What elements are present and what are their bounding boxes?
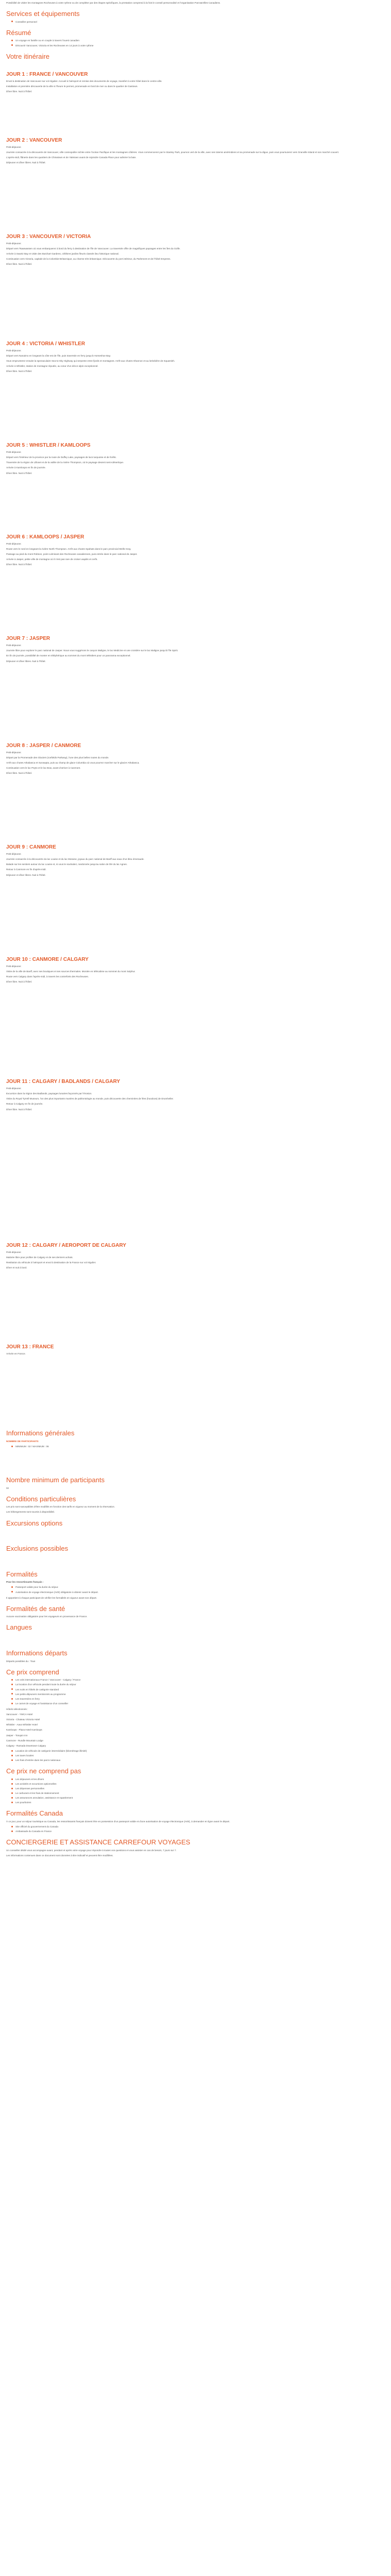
day-paragraph: Petit-déjeuner.	[6, 1250, 22, 1253]
day-paragraph: Déjeuner et dîner libres. Nuit à l'hôtel.	[6, 659, 46, 663]
day-paragraph: Restitution du véhicule à l'aéroport et envol à destination de la France sur vol régulier.	[6, 1261, 96, 1264]
list-item: Les taxes locales	[15, 1754, 385, 1757]
day-paragraph: Départ vers Tsawwassen où vous embarquerez à bord du ferry à destination de l'île de Vancouver. La traversée offre de magnifiques paysages entre les îles du Golfe.	[6, 247, 181, 250]
day-paragraph: Petit-déjeuner.	[6, 451, 22, 454]
list-item: Les assurances annulation, assistance et rapatriement	[15, 1796, 385, 1800]
day-paragraph: Arrivée à Jasper, petite ville de montagne où il n'est pas rare de croiser wapitis et cerfs.	[6, 557, 98, 561]
participants-list	[6, 1445, 385, 1448]
list-item: Les frais d'entrée dans les parcs nationaux	[15, 1758, 385, 1762]
formalites-sante-text: Aucune vaccination obligatoire pour les voyageurs en provenance de France.	[6, 1615, 88, 1618]
day-paragraph: Dîner libre. Nuit à l'hôtel.	[6, 772, 32, 775]
day-title: JOUR 13 : FRANCE	[6, 1344, 54, 1350]
hotels-title: Hôtels sélectionnés :	[6, 1708, 28, 1711]
day-paragraph: Petit-déjeuner.	[6, 964, 22, 968]
day-paragraph: Petit-déjeuner.	[6, 751, 22, 754]
day-paragraph: L'après-midi, flânerie dans les quartiers de Chinatown et de Yaletown avant de rejoindre Canada Place pour admirer la baie.	[6, 156, 137, 159]
day-paragraph: Journée libre pour explorer le parc national de Jasper. Nous vous suggérons le canyon Maligne, le lac Medicine et une croisière sur le lac Maligne jusqu'à l'île Spirit.	[6, 649, 178, 652]
day-paragraph: Matinée libre pour profiter de Calgary et de ses derniers achats.	[6, 1256, 73, 1259]
day-title: JOUR 4 : VICTORIA / WHISTLER	[6, 341, 85, 347]
day-paragraph: Arrêt aux chutes Athabasca et Sunwapta, puis au champ de glace Columbia où vous pourrez marcher sur le glacier Athabasca.	[6, 761, 140, 764]
day-paragraph: Départ par la Promenade des Glaciers (Icefields Parkway), l'une des plus belles routes du monde.	[6, 756, 109, 759]
day-paragraph: Petit-déjeuner.	[6, 542, 22, 545]
day-paragraph: Déjeuner et dîner libres. Nuit à l'hôtel.	[6, 161, 46, 164]
departs-text: Départs possibles du : Tous	[6, 1659, 36, 1663]
day-paragraph: Petit-déjeuner.	[6, 644, 22, 647]
day-paragraph: Continuation vers le lac Peyto et le lac Bow, avant d'arriver à Canmore.	[6, 766, 81, 769]
day-title: JOUR 5 : WHISTLER / KAMLOOPS	[6, 443, 91, 449]
day-paragraph: Déjeuner et dîner libres. Nuit à l'hôtel.	[6, 873, 46, 876]
formalites-text: Il appartient à chaque participant de vérifier les formalités en vigueur avant son départ.	[6, 1596, 97, 1599]
day-paragraph: Petit-déjeuner.	[6, 1087, 22, 1090]
prix-extra-list	[6, 1749, 385, 1762]
excursions-title: Excursions options	[6, 1519, 63, 1527]
list-item: Le carnet de voyage et l'assistance d'un conseiller	[15, 1702, 385, 1705]
hotel-line: Calgary - Ramada Downtown Calgary	[6, 1744, 46, 1747]
conditions-title: Conditions particulières	[6, 1495, 76, 1503]
services-title: Services et équipements	[6, 10, 80, 18]
prix-inclus-list	[6, 1678, 385, 1705]
day-paragraph: Retour à Canmore en fin d'après-midi.	[6, 868, 46, 871]
hotel-line: Victoria - Chateau Victoria Hotel	[6, 1718, 40, 1721]
day-paragraph: Journée consacrée à la découverte du lac Louise et du lac Moraine, joyaux du parc national de Banff aux eaux d'un bleu émeraude.	[6, 858, 144, 861]
list-item: Les dépenses personnelles	[15, 1787, 385, 1790]
day-paragraph: Départ vers Nanaimo en longeant la côte est de l'île, puis traversée en ferry jusqu'à Horseshoe Bay.	[6, 354, 111, 357]
day-paragraph: Route vers le nord en longeant la rivière North Thompson. Arrêt aux chutes Spahats dans le parc provincial Wells Gray.	[6, 547, 132, 550]
prix-inclus-title: Ce prix comprend	[6, 1668, 59, 1676]
itinerary-title: Votre itinéraire	[6, 52, 50, 60]
day-paragraph: Arrivée en France.	[6, 1352, 26, 1355]
formalities-canada-text: À ce jour, pour un séjour touristique au Canada, les ressortissants français doivent être en possession d'un passeport valide et d'une autorisation de voyage électronique (AVE), à demander en ligne avant le départ.	[6, 1820, 230, 1823]
prix-exclus-list	[6, 1777, 385, 1805]
formalities-canada-title: Formalités Canada	[6, 1809, 63, 1818]
hotel-line: Kamloops - Plaza Hotel Kamloops	[6, 1728, 42, 1732]
day-paragraph: Envol à destination de Vancouver sur vol régulier. Accueil à l'aéroport et remise des documents de voyage, transfert à votre hôtel dans le centre-ville.	[6, 80, 162, 83]
day-paragraph: Route vers Calgary dans l'après-midi, à travers les contreforts des Rocheuses.	[6, 975, 89, 978]
list-item: Les déjeuners et les dîners	[15, 1777, 385, 1781]
conciergerie-text: Un conseiller dédié vous accompagne avant, pendant et après votre voyage pour répondre à toutes vos questions et vous assister en cas de besoin, 7 jours sur 7.	[6, 1849, 177, 1852]
day-paragraph: Vous emprunterez ensuite la spectaculaire Sea-to-Sky Highway qui serpente entre fjords et montagnes. Arrêt aux chutes Shannon et au belvédère de Squamish.	[6, 359, 175, 362]
list-item: Le carburant et les frais de stationnement	[15, 1791, 385, 1795]
day-title: JOUR 9 : CANMORE	[6, 844, 56, 851]
participants-label: NOMBRE DE PARTICIPANTS	[6, 1439, 39, 1443]
day-title: JOUR 8 : JASPER / CANMORE	[6, 742, 82, 749]
day-title: JOUR 12 : CALGARY / AEROPORT DE CALGARY	[6, 1242, 126, 1248]
day-paragraph: Continuation vers Victoria, capitale de la Colombie-Britannique, au charme très britannique. Découverte du port intérieur, du Parlement et de l'hôtel Empress.	[6, 258, 171, 261]
day-paragraph: Dîner libre. Nuit à l'hôtel.	[6, 471, 32, 474]
list-item: La location d'un véhicule pendant toute la durée du séjour	[15, 1683, 385, 1686]
day-paragraph: Dîner libre. Nuit à l'hôtel.	[6, 563, 32, 566]
list-item: Les activités et excursions optionnelles	[15, 1782, 385, 1786]
day-paragraph: Traversée de la région de Lillooet et de la vallée de la rivière Thompson, où le paysage devient semi-désertique.	[6, 461, 124, 464]
list-item: MINIMUM : 02 / MAXIMUM : 06	[15, 1445, 385, 1448]
conditions-text: Les hébergements sont soumis à disponibilité.	[6, 1511, 55, 1514]
day-paragraph: Petit-déjeuner.	[6, 349, 22, 352]
hotel-line: Canmore - Rundle Mountain Lodge	[6, 1739, 43, 1742]
day-paragraph: Arrivée à Kamloops en fin de journée.	[6, 466, 46, 469]
formalites-sante-title: Formalités de santé	[6, 1604, 66, 1613]
langues-title: Langues	[6, 1623, 32, 1632]
departs-title: Informations départs	[6, 1649, 68, 1657]
day-title: JOUR 10 : CANMORE / CALGARY	[6, 956, 89, 962]
day-paragraph: Petit-déjeuner.	[6, 242, 22, 245]
day-paragraph: Arrivée à Whistler, station de montagne réputée, au cœur d'un décor alpin exceptionnel.	[6, 364, 99, 367]
day-paragraph: Installation et première découverte de la ville si l'heure le permet, promenade en bord de mer ou dans le quartier de Gastown.	[6, 85, 138, 88]
services-list	[6, 20, 385, 24]
day-title: JOUR 2 : VANCOUVER	[6, 137, 62, 143]
list-item: Découvrir Vancouver, Victoria et les Rocheuses en 14 jours à votre rythme	[15, 44, 385, 47]
conditions-text: Les prix sont susceptibles d'être modifiés en fonction des tarifs en vigueur au moment de la réservation.	[6, 1505, 115, 1509]
formalites-title: Formalités	[6, 1570, 38, 1578]
day-title: JOUR 7 : JASPER	[6, 636, 51, 642]
day-paragraph: Dîner libre. Nuit à l'hôtel.	[6, 1108, 32, 1111]
day-paragraph: Départ vers l'intérieur de la province par la route de Duffey Lake, paysages de lacs turquoise et de forêts.	[6, 456, 117, 459]
exclusions-title: Exclusions possibles	[6, 1545, 68, 1553]
list-item: Les nuits en hôtels de catégorie standard	[15, 1688, 385, 1691]
hotel-line: Whistler - Aava Whistler Hotel	[6, 1723, 38, 1726]
info-title: Informations générales	[6, 1429, 75, 1437]
list-item: Les traversées en ferry	[15, 1697, 385, 1701]
day-title: JOUR 1 : FRANCE / VANCOUVER	[6, 72, 88, 78]
day-paragraph: En fin de journée, possibilité de monter en téléphérique au sommet du mont Whistlers pour un panorama exceptionnel.	[6, 654, 131, 657]
list-item[interactable]: Site officiel du gouvernement du Canada	[15, 1825, 385, 1828]
intro-text: Possibilité de visiter les montagnes Rocheuses à votre rythme ou de compléter par des étapes spécifiques, la prestation comprend à la fois le conseil personnalisé et l'organisation Parcs&Villes Canadiens.	[6, 2, 221, 4]
day-paragraph: Dîner libre. Nuit à l'hôtel.	[6, 980, 32, 984]
list-item: Un voyage en famille ou en couple à travers l'ouest canadien	[15, 39, 385, 42]
day-paragraph: Visite du Royal Tyrrell Museum, l'un des plus importants musées de paléontologie au monde, puis découverte des cheminées de fées (hoodoos) de Drumheller.	[6, 1097, 174, 1100]
day-title: JOUR 11 : CALGARY / BADLANDS / CALGARY	[6, 1079, 120, 1085]
list-item: Autorisation de voyage électronique (AVE) obligatoire à obtenir avant le départ.	[15, 1590, 385, 1594]
list-item: Les petits-déjeuners mentionnés au programme	[15, 1692, 385, 1696]
resume-list	[6, 39, 385, 47]
conciergerie-text-2: Les informations contenues dans ce document sont données à titre indicatif et peuvent être modifiées.	[6, 1854, 113, 1857]
day-paragraph: Excursion dans la région des Badlands, paysages lunaires façonnés par l'érosion.	[6, 1092, 92, 1095]
day-paragraph: Dîner libre. Nuit à l'hôtel.	[6, 90, 32, 93]
day-title: JOUR 6 : KAMLOOPS / JASPER	[6, 534, 85, 540]
list-item: Conseiller personnel	[15, 20, 385, 24]
day-paragraph: Passage au pied du mont Robson, point culminant des Rocheuses canadiennes, puis entrée dans le parc national de Jasper.	[6, 552, 138, 555]
hotel-line: Vancouver - YWCA Hotel	[6, 1713, 33, 1716]
list-item: Les vols internationaux France / Vancouver - Calgary / France	[15, 1678, 385, 1682]
day-paragraph: Petit-déjeuner.	[6, 145, 22, 148]
list-item[interactable]: Ambassade du Canada en France	[15, 1829, 385, 1833]
resume-title: Résumé	[6, 28, 31, 37]
day-paragraph: Dîner et nuit à bord.	[6, 1266, 27, 1269]
day-paragraph: Dîner libre. Nuit à l'hôtel.	[6, 369, 32, 372]
day-paragraph: Visite de la ville de Banff, avec ses boutiques et ses sources thermales. Montée en télécabine au sommet du mont Sulphur.	[6, 970, 136, 973]
prix-exclus-title: Ce prix ne comprend pas	[6, 1767, 82, 1775]
day-paragraph: Arrivée à Swartz Bay et visite des Butchart Gardens, célèbres jardins fleuris classés lieu historique national.	[6, 252, 119, 256]
day-paragraph: Journée consacrée à la découverte de Vancouver, ville cosmopolite nichée entre l'océan Pacifique et les montagnes côtières. Vous commencerez par le Stanley Park, poumon vert de la ville, avec ses totems amérindiens et sa promenade sur la digue, puis vous poursuivrez vers Granville Island et son marché couvert.	[6, 150, 339, 154]
itinerary-days	[6, 72, 385, 1403]
day-title: JOUR 3 : VANCOUVER / VICTORIA	[6, 233, 91, 240]
list-item: Location de véhicule de catégorie intermédiaire (kilométrage illimité)	[15, 1749, 385, 1753]
list-item: Les pourboires	[15, 1801, 385, 1804]
minimum-value: 02	[6, 1486, 9, 1489]
minimum-title: Nombre minimum de participants	[6, 1476, 105, 1484]
hotel-line: Jasper - Tonquin Inn	[6, 1734, 28, 1737]
formalites-subtitle: Pour les ressortissants français :	[6, 1581, 44, 1584]
formalities-canada-list	[6, 1825, 385, 1833]
day-paragraph: Petit-déjeuner.	[6, 853, 22, 856]
day-paragraph: Dîner libre. Nuit à l'hôtel.	[6, 263, 32, 266]
list-item: Passeport valide pour la durée du séjour.	[15, 1585, 385, 1589]
day-paragraph: Retour à Calgary en fin de journée.	[6, 1103, 43, 1106]
conciergerie-title: CONCIERGERIE ET ASSISTANCE CARREFOUR VOYAGES	[6, 1838, 190, 1846]
day-paragraph: Balade sur les sentiers autour du lac Louise et, si vous le souhaitez, randonnée jusqu'au salon de thé du lac Agnes.	[6, 863, 127, 866]
formalites-list	[6, 1585, 385, 1594]
